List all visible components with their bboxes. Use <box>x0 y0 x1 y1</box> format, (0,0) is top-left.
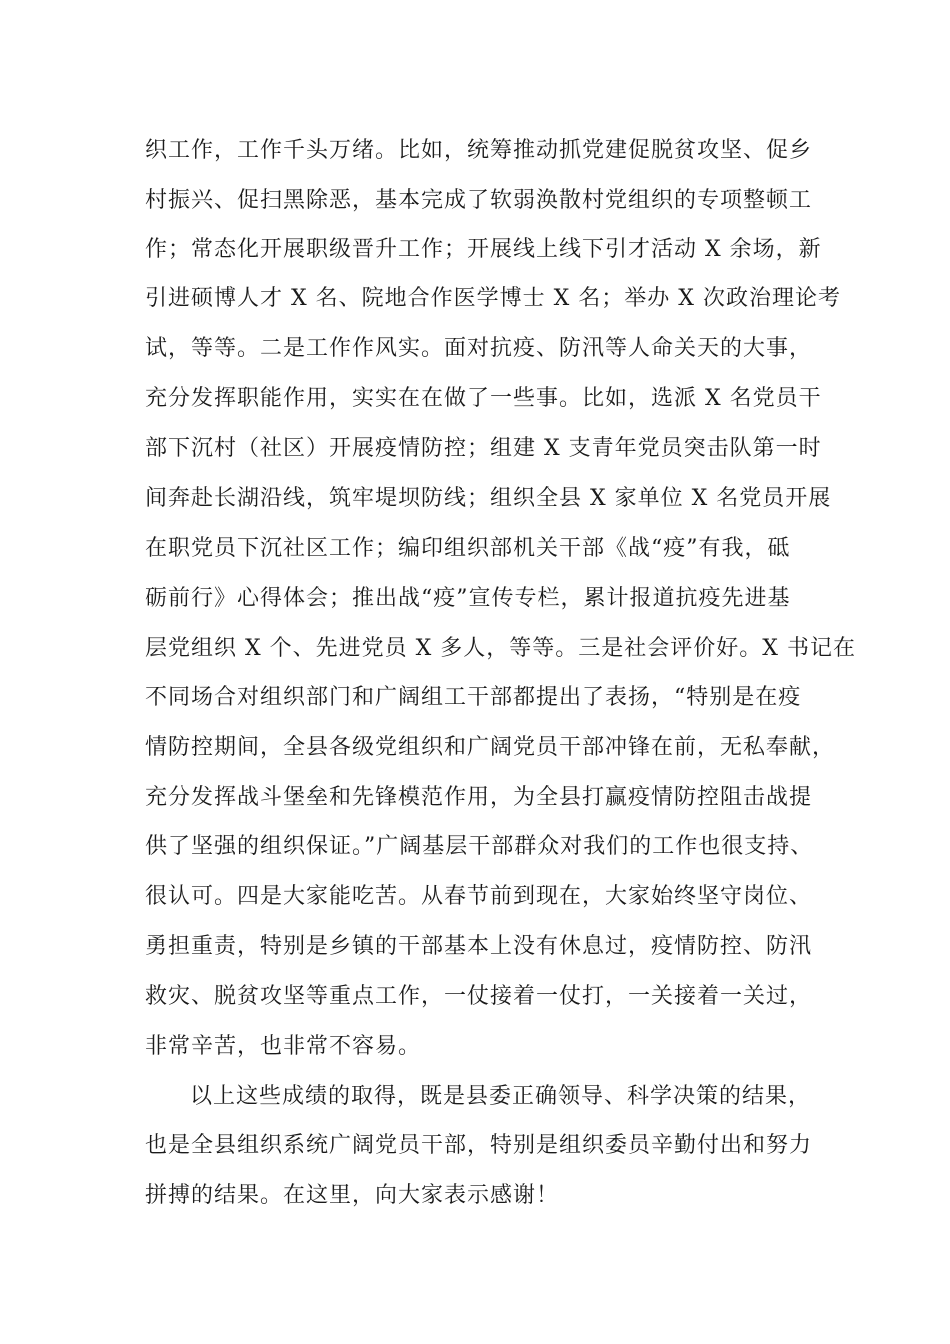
text-line: 间奔赴长湖沿线，筑牢堤坝防线；组织全县 X 家单位 X 名党员开展 <box>145 486 832 511</box>
text-line: 织工作，工作千头万绪。比如，统筹推动抓党建促脱贫攻坚、促乡 <box>145 138 813 163</box>
text-line: 引进硕博人才 X 名、院地合作医学博士 X 名；举办 X 次政治理论考 <box>145 286 841 311</box>
text-line: 村振兴、促扫黑除恶，基本完成了软弱涣散村党组织的专项整顿工 <box>145 188 813 213</box>
text-line: 非常辛苦，也非常不容易。 <box>145 1034 422 1059</box>
text-line: 试，等等。二是工作作风实。面对抗疫、防汛等人命关天的大事， <box>145 336 813 361</box>
text-line: 勇担重责，特别是乡镇的干部基本上没有休息过，疫情防控、防汛 <box>145 934 813 959</box>
text-line: 也是全县组织系统广阔党员干部，特别是组织委员辛勤付出和努力 <box>145 1133 813 1158</box>
text-line: 拼搏的结果。在这里，向大家表示感谢！ <box>145 1183 560 1208</box>
text-line: 供了坚强的组织保证。”广阔基层干部群众对我们的工作也很支持、 <box>145 834 814 859</box>
text-line: 层党组织 X 个、先进党员 X 多人，等等。三是社会评价好。X 书记在 <box>145 636 856 661</box>
text-line: 砺前行》心得体会；推出战“疫”宣传专栏，累计报道抗疫先进基 <box>145 586 791 611</box>
text-line: 部下沉村（社区）开展疫情防控；组建 X 支青年党员突击队第一时 <box>145 436 822 461</box>
text-line: 作；常态化开展职级晋升工作；开展线上线下引才活动 X 余场，新 <box>145 237 822 262</box>
text-line: 充分发挥战斗堡垒和先锋模范作用，为全县打赢疫情防控阻击战提 <box>145 785 813 810</box>
text-line: 充分发挥职能作用，实实在在做了一些事。比如，选派 X 名党员干 <box>145 386 822 411</box>
text-line: 在职党员下沉社区工作；编印组织部机关干部《战“疫”有我，砥 <box>145 536 791 561</box>
text-line: 很认可。四是大家能吃苦。从春节前到现在，大家始终坚守岗位、 <box>145 884 813 909</box>
paragraph-first-line: 以上这些成绩的取得，既是县委正确领导、科学决策的结果， <box>190 1084 812 1109</box>
text-line: 不同场合对组织部门和广阔组工干部都提出了表扬，“特别是在疫 <box>145 685 802 710</box>
text-line: 救灾、脱贫攻坚等重点工作，一仗接着一仗打，一关接着一关过， <box>145 984 813 1009</box>
text-line: 情防控期间，全县各级党组织和广阔党员干部冲锋在前，无私奉献， <box>145 735 836 760</box>
